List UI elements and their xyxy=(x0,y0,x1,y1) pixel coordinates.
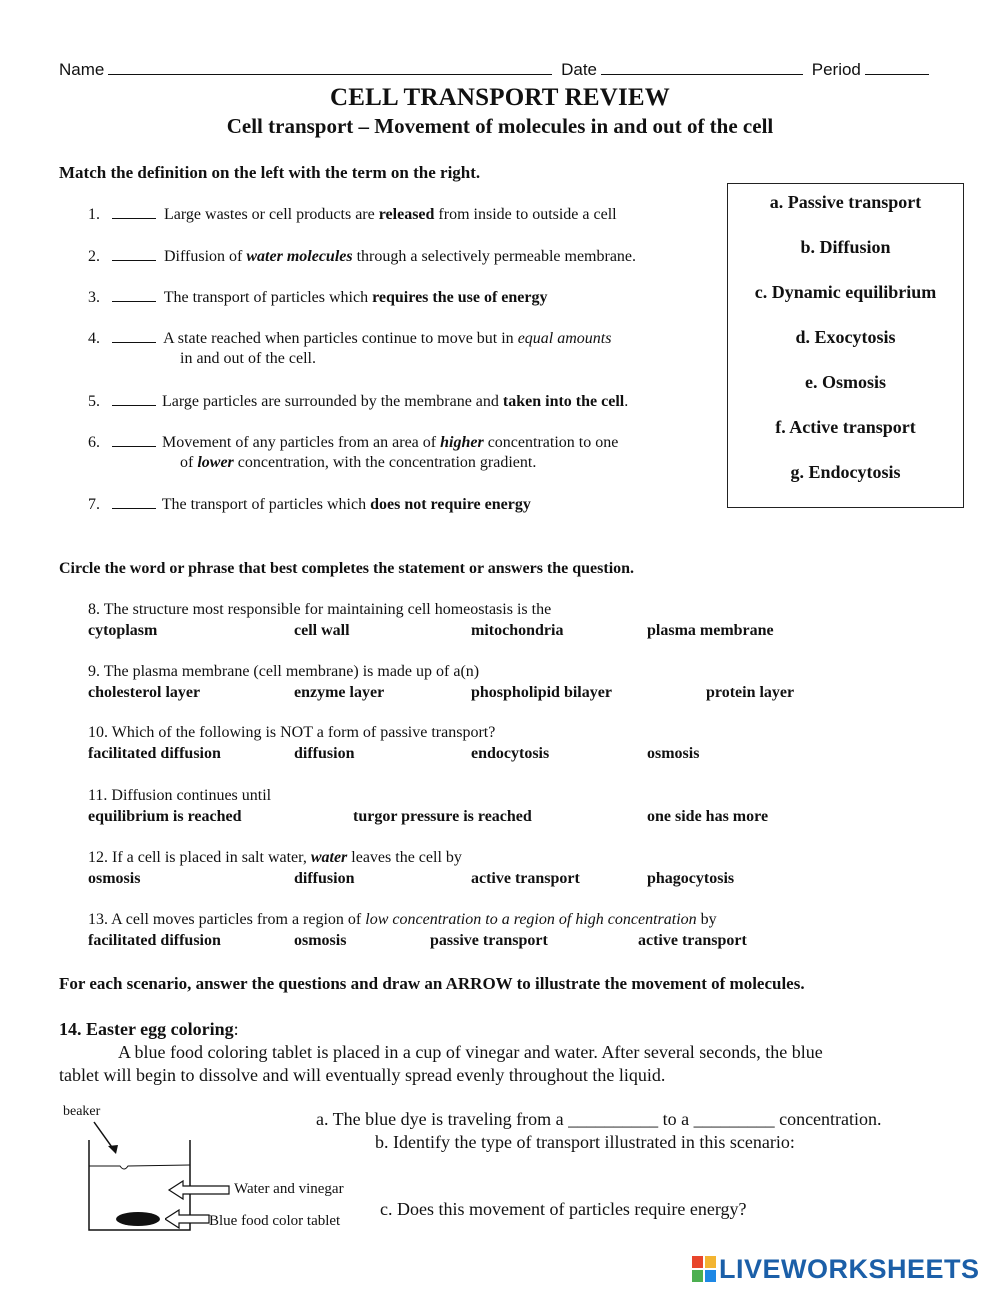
tablet-shape xyxy=(116,1212,160,1226)
q8-option[interactable]: plasma membrane xyxy=(647,622,774,639)
page-subtitle: Cell transport – Movement of molecules in and out of the cell xyxy=(226,114,774,138)
q8-option[interactable]: cytoplasm xyxy=(88,622,158,639)
period-field[interactable] xyxy=(865,60,929,75)
q13-option[interactable]: osmosis xyxy=(294,932,347,949)
matching-instruction: Match the definition on the left with the term on the right. xyxy=(59,163,481,182)
q13-option[interactable]: active transport xyxy=(638,932,747,949)
q8-option[interactable]: cell wall xyxy=(294,622,350,639)
water-label: Water and vinegar xyxy=(234,1181,344,1197)
q11-option[interactable]: equilibrium is reached xyxy=(88,808,242,825)
q12-option[interactable]: osmosis xyxy=(88,870,141,887)
match-item-5: 5. Large particles are surrounded by the membrane and taken into the cell. xyxy=(88,393,629,410)
circle-instruction: Circle the word or phrase that best completes the statement or answers the question. xyxy=(59,560,635,577)
date-label: Date xyxy=(561,60,598,79)
scenario-heading: 14. Easter egg coloring: xyxy=(59,1019,239,1039)
scenario-question-b: b. Identify the type of transport illustrated in this scenario: xyxy=(375,1132,795,1152)
match-item-3: 3. The transport of particles which requires the use of energy xyxy=(88,289,548,306)
beaker-pointer-arrowhead xyxy=(108,1145,118,1154)
logo-text: LIVEWORKSHEETS xyxy=(719,1254,980,1284)
q12-option[interactable]: diffusion xyxy=(294,870,355,887)
q10-option[interactable]: diffusion xyxy=(294,745,355,762)
question-10: 10. Which of the following is NOT a form of passive transport? xyxy=(88,724,496,741)
q8-option[interactable]: mitochondria xyxy=(471,622,564,639)
answer-blank-7[interactable] xyxy=(112,495,156,509)
q10-option[interactable]: facilitated diffusion xyxy=(88,745,221,762)
tablet-label: Blue food color tablet xyxy=(209,1213,341,1229)
liquid-surface xyxy=(89,1165,190,1169)
term-b: b. Diffusion xyxy=(800,237,891,257)
term-a: a. Passive transport xyxy=(769,192,922,212)
match-item-4-cont: in and out of the cell. xyxy=(180,350,316,367)
q12-option[interactable]: active transport xyxy=(471,870,580,887)
beaker-label: beaker xyxy=(63,1104,101,1119)
match-item-2: 2. Diffusion of water molecules through a selectively permeable membrane. xyxy=(88,248,637,265)
term-g: g. Endocytosis xyxy=(790,462,901,482)
answer-blank-1[interactable] xyxy=(112,205,156,219)
tablet-arrow xyxy=(165,1210,209,1228)
match-item-4: 4. A state reached when particles continue to move but in equal amounts xyxy=(88,330,612,347)
scenario-paragraph-line1: A blue food coloring tablet is placed in a cup of vinegar and water. After several seconds, the blue xyxy=(118,1042,823,1062)
answer-blank-6[interactable] xyxy=(112,433,156,447)
term-f: f. Active transport xyxy=(775,417,916,437)
page-title: CELL TRANSPORT REVIEW xyxy=(330,84,670,111)
q9-option[interactable]: enzyme layer xyxy=(294,684,385,701)
question-8: 8. The structure most responsible for maintaining cell homeostasis is the xyxy=(88,601,552,618)
name-label: Name xyxy=(59,60,105,79)
q10-option[interactable]: endocytosis xyxy=(471,745,550,762)
question-12: 12. If a cell is placed in salt water, water leaves the cell by xyxy=(88,849,462,866)
q13-option[interactable]: facilitated diffusion xyxy=(88,932,221,949)
answer-blank-4[interactable] xyxy=(112,329,156,343)
name-field[interactable] xyxy=(108,60,552,75)
q11-option[interactable]: one side has more xyxy=(647,808,769,825)
q13-option[interactable]: passive transport xyxy=(430,932,548,949)
logo-tiles-icon xyxy=(692,1256,716,1282)
answer-blank-3[interactable] xyxy=(112,288,156,302)
match-item-7: 7. The transport of particles which does not require energy xyxy=(88,496,531,513)
scenario-question-a: a. The blue dye is traveling from a __________ to a _________ concentration. xyxy=(316,1109,882,1129)
question-13: 13. A cell moves particles from a region of low concentration to a region of high concentration by xyxy=(88,911,717,928)
name-date-period-line xyxy=(59,60,933,80)
term-e: e. Osmosis xyxy=(805,372,886,392)
terms-box xyxy=(727,183,964,508)
term-d: d. Exocytosis xyxy=(795,327,896,347)
answer-blank-5[interactable] xyxy=(112,392,156,406)
date-field[interactable] xyxy=(601,60,803,75)
match-item-6: 6. Movement of any particles from an area of higher concentration to one xyxy=(88,434,619,451)
water-arrow xyxy=(169,1181,229,1199)
q12-option[interactable]: phagocytosis xyxy=(647,870,735,887)
scenario-paragraph-line2: tablet will begin to dissolve and will eventually spread evenly throughout the liquid. xyxy=(59,1065,666,1085)
answer-blank-2[interactable] xyxy=(112,247,156,261)
question-9: 9. The plasma membrane (cell membrane) is made up of a(n) xyxy=(88,663,480,680)
q11-option[interactable]: turgor pressure is reached xyxy=(353,808,532,825)
match-item-1: 1. Large wastes or cell products are released from inside to outside a cell xyxy=(88,206,617,223)
scenario-question-c: c. Does this movement of particles require energy? xyxy=(380,1199,747,1219)
q9-option[interactable]: protein layer xyxy=(706,684,795,701)
term-c: c. Dynamic equilibrium xyxy=(754,282,937,302)
scenario-instruction: For each scenario, answer the questions and draw an ARROW to illustrate the movement of molecules. xyxy=(59,974,805,993)
q9-option[interactable]: phospholipid bilayer xyxy=(471,684,612,701)
period-label: Period xyxy=(811,60,861,79)
q9-option[interactable]: cholesterol layer xyxy=(88,684,201,701)
q10-option[interactable]: osmosis xyxy=(647,745,700,762)
question-11: 11. Diffusion continues until xyxy=(88,787,272,804)
match-item-6-cont: of lower concentration, with the concentration gradient. xyxy=(180,454,537,471)
